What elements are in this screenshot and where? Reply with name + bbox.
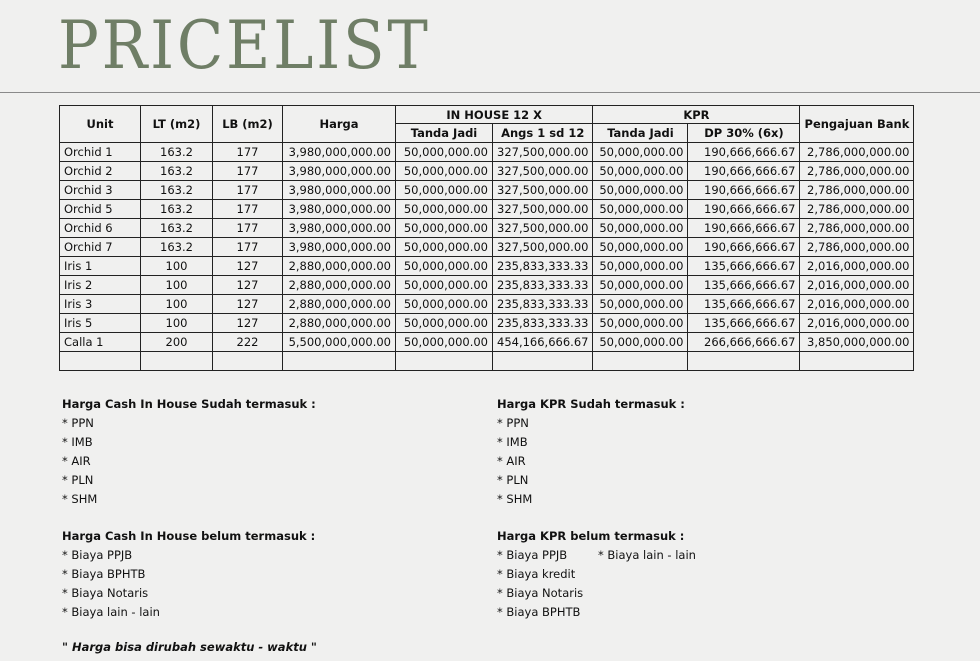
header-ih-tanda-jadi: Tanda Jadi [396,124,493,143]
cell-lb [213,352,283,371]
header-unit: Unit [60,106,141,143]
cell-kpr-dp: 190,666,666.67 [688,219,800,238]
cell-harga: 3,980,000,000.00 [283,219,396,238]
cell-unit: Orchid 1 [60,143,141,162]
cell-pengajuan-bank: 2,016,000,000.00 [800,295,914,314]
cell-harga [283,352,396,371]
kpr-excluded-heading: Harga KPR belum termasuk : [497,529,685,543]
cell-ih-tanda-jadi: 50,000,000.00 [396,200,493,219]
cell-ih-angsuran: 327,500,000.00 [493,162,593,181]
cell-kpr-tanda-jadi: 50,000,000.00 [593,181,688,200]
header-kpr-tanda-jadi: Tanda Jadi [593,124,688,143]
cell-kpr-dp: 135,666,666.67 [688,314,800,333]
cell-kpr-tanda-jadi: 50,000,000.00 [593,200,688,219]
cell-kpr-tanda-jadi: 50,000,000.00 [593,276,688,295]
cell-kpr-dp: 190,666,666.67 [688,181,800,200]
table-row [60,200,914,219]
cell-ih-angsuran: 235,833,333.33 [493,314,593,333]
cell-unit: Orchid 5 [60,200,141,219]
cell-harga: 3,980,000,000.00 [283,143,396,162]
cell-pengajuan-bank: 2,786,000,000.00 [800,219,914,238]
cell-kpr-dp [688,352,800,371]
cell-kpr-dp: 190,666,666.67 [688,162,800,181]
list-item: * Biaya Notaris [497,586,584,600]
cell-lt: 100 [141,314,213,333]
cell-ih-angsuran: 327,500,000.00 [493,238,593,257]
table-row [60,295,914,314]
cell-ih-angsuran: 235,833,333.33 [493,257,593,276]
list-item: * IMB [62,435,93,449]
cell-kpr-dp: 135,666,666.67 [688,295,800,314]
cell-unit: Orchid 6 [60,219,141,238]
table-row [60,314,914,333]
cell-ih-angsuran: 327,500,000.00 [493,200,593,219]
list-item: * PPN [497,416,529,430]
list-item: * Biaya BPHTB [62,567,146,581]
list-item: * Biaya kredit [497,567,576,581]
cell-lb: 127 [213,295,283,314]
cell-kpr-tanda-jadi: 50,000,000.00 [593,162,688,181]
cell-ih-tanda-jadi [396,352,493,371]
cell-unit: Orchid 2 [60,162,141,181]
cell-lb: 177 [213,143,283,162]
cash-included-heading: Harga Cash In House Sudah termasuk : [62,397,316,411]
header-ih-angsuran: Angs 1 sd 12 [493,124,593,143]
cell-unit: Orchid 3 [60,181,141,200]
cell-ih-angsuran: 454,166,666.67 [493,333,593,352]
cell-harga: 2,880,000,000.00 [283,276,396,295]
cell-kpr-dp: 135,666,666.67 [688,276,800,295]
cell-ih-tanda-jadi: 50,000,000.00 [396,162,493,181]
cell-lt: 163.2 [141,238,213,257]
table-row [60,238,914,257]
cell-unit: Iris 3 [60,295,141,314]
header-lt: LT (m2) [141,106,213,143]
list-item: * Biaya BPHTB [497,605,581,619]
list-item: * AIR [497,454,526,468]
cell-kpr-tanda-jadi: 50,000,000.00 [593,257,688,276]
list-item: * PLN [62,473,94,487]
cell-pengajuan-bank: 2,786,000,000.00 [800,238,914,257]
cell-ih-angsuran [493,352,593,371]
cell-ih-tanda-jadi: 50,000,000.00 [396,143,493,162]
cell-lt: 100 [141,276,213,295]
cell-ih-angsuran: 235,833,333.33 [493,295,593,314]
price-table [59,105,914,371]
cell-pengajuan-bank: 2,786,000,000.00 [800,143,914,162]
list-item: * Biaya lain - lain [62,605,160,619]
cell-pengajuan-bank: 2,016,000,000.00 [800,257,914,276]
cell-unit: Iris 2 [60,276,141,295]
table-row [60,276,914,295]
cell-unit: Orchid 7 [60,238,141,257]
page-title: PRICELIST [58,7,431,84]
cell-unit [60,352,141,371]
cell-harga: 2,880,000,000.00 [283,295,396,314]
cell-ih-angsuran: 327,500,000.00 [493,181,593,200]
cash-included-notes [62,395,316,509]
list-item: * PLN [497,473,529,487]
cell-ih-tanda-jadi: 50,000,000.00 [396,257,493,276]
kpr-excluded-notes [497,527,684,622]
cell-ih-tanda-jadi: 50,000,000.00 [396,238,493,257]
list-item: * Biaya PPJB [62,548,133,562]
header-kpr-dp: DP 30% (6x) [688,124,800,143]
cell-ih-tanda-jadi: 50,000,000.00 [396,276,493,295]
cell-harga: 2,880,000,000.00 [283,257,396,276]
cell-lb: 177 [213,162,283,181]
cell-pengajuan-bank: 2,786,000,000.00 [800,200,914,219]
cell-pengajuan-bank: 2,786,000,000.00 [800,162,914,181]
cell-ih-tanda-jadi: 50,000,000.00 [396,181,493,200]
cell-lt: 163.2 [141,143,213,162]
header-in-house: IN HOUSE 12 X [396,106,593,124]
cell-lb: 177 [213,238,283,257]
cell-lb: 222 [213,333,283,352]
cell-pengajuan-bank: 2,786,000,000.00 [800,181,914,200]
list-item: * Biaya Notaris [62,586,149,600]
cash-excluded-heading: Harga Cash In House belum termasuk : [62,529,316,543]
table-row [60,333,914,352]
cell-kpr-tanda-jadi: 50,000,000.00 [593,295,688,314]
cell-lt: 100 [141,295,213,314]
cell-lt: 100 [141,257,213,276]
cell-unit: Iris 1 [60,257,141,276]
header-lb: LB (m2) [213,106,283,143]
cell-harga: 3,980,000,000.00 [283,181,396,200]
list-item: * SHM [62,492,98,506]
cell-harga: 5,500,000,000.00 [283,333,396,352]
cell-lb: 177 [213,219,283,238]
cell-lt: 163.2 [141,219,213,238]
header-kpr: KPR [593,106,800,124]
cell-lt: 163.2 [141,181,213,200]
cell-lb: 127 [213,257,283,276]
cell-lt: 163.2 [141,200,213,219]
cell-ih-tanda-jadi: 50,000,000.00 [396,219,493,238]
cell-kpr-dp: 190,666,666.67 [688,238,800,257]
header-pengajuan-bank: Pengajuan Bank [800,106,914,143]
cell-kpr-tanda-jadi: 50,000,000.00 [593,143,688,162]
cell-kpr-tanda-jadi: 50,000,000.00 [593,333,688,352]
cell-ih-tanda-jadi: 50,000,000.00 [396,295,493,314]
kpr-included-heading: Harga KPR Sudah termasuk : [497,397,685,411]
cell-kpr-dp: 190,666,666.67 [688,200,800,219]
table-row [60,181,914,200]
cell-kpr-dp: 190,666,666.67 [688,143,800,162]
header-divider [0,92,980,93]
cell-lt: 163.2 [141,162,213,181]
kpr-excluded-side-item: * Biaya lain - lain [598,548,696,562]
table-row [60,162,914,181]
cell-harga: 3,980,000,000.00 [283,238,396,257]
list-item: * PPN [62,416,94,430]
cell-ih-angsuran: 327,500,000.00 [493,219,593,238]
cell-kpr-tanda-jadi [593,352,688,371]
table-row [60,352,914,371]
cell-pengajuan-bank: 2,016,000,000.00 [800,276,914,295]
list-item: * Biaya PPJB [497,548,568,562]
table-row [60,257,914,276]
table-row [60,219,914,238]
cell-unit: Calla 1 [60,333,141,352]
cell-kpr-dp: 266,666,666.67 [688,333,800,352]
cell-lt [141,352,213,371]
list-item: * IMB [497,435,528,449]
cell-harga: 3,980,000,000.00 [283,200,396,219]
cell-kpr-tanda-jadi: 50,000,000.00 [593,238,688,257]
cell-harga: 3,980,000,000.00 [283,162,396,181]
table-row [60,143,914,162]
cell-lt: 200 [141,333,213,352]
list-item: * SHM [497,492,533,506]
cell-pengajuan-bank [800,352,914,371]
cell-ih-angsuran: 235,833,333.33 [493,276,593,295]
disclaimer-note: " Harga bisa dirubah sewaktu - waktu " [62,640,317,654]
cell-ih-angsuran: 327,500,000.00 [493,143,593,162]
cash-excluded-notes [62,527,315,622]
cell-ih-tanda-jadi: 50,000,000.00 [396,314,493,333]
header-harga: Harga [283,106,396,143]
cell-lb: 127 [213,314,283,333]
cell-lb: 177 [213,181,283,200]
cell-lb: 177 [213,200,283,219]
cell-kpr-tanda-jadi: 50,000,000.00 [593,314,688,333]
cell-lb: 127 [213,276,283,295]
cell-kpr-tanda-jadi: 50,000,000.00 [593,219,688,238]
cell-harga: 2,880,000,000.00 [283,314,396,333]
cell-pengajuan-bank: 3,850,000,000.00 [800,333,914,352]
list-item: * AIR [62,454,91,468]
cell-unit: Iris 5 [60,314,141,333]
cell-ih-tanda-jadi: 50,000,000.00 [396,333,493,352]
cell-pengajuan-bank: 2,016,000,000.00 [800,314,914,333]
kpr-included-notes [497,395,685,509]
cell-kpr-dp: 135,666,666.67 [688,257,800,276]
